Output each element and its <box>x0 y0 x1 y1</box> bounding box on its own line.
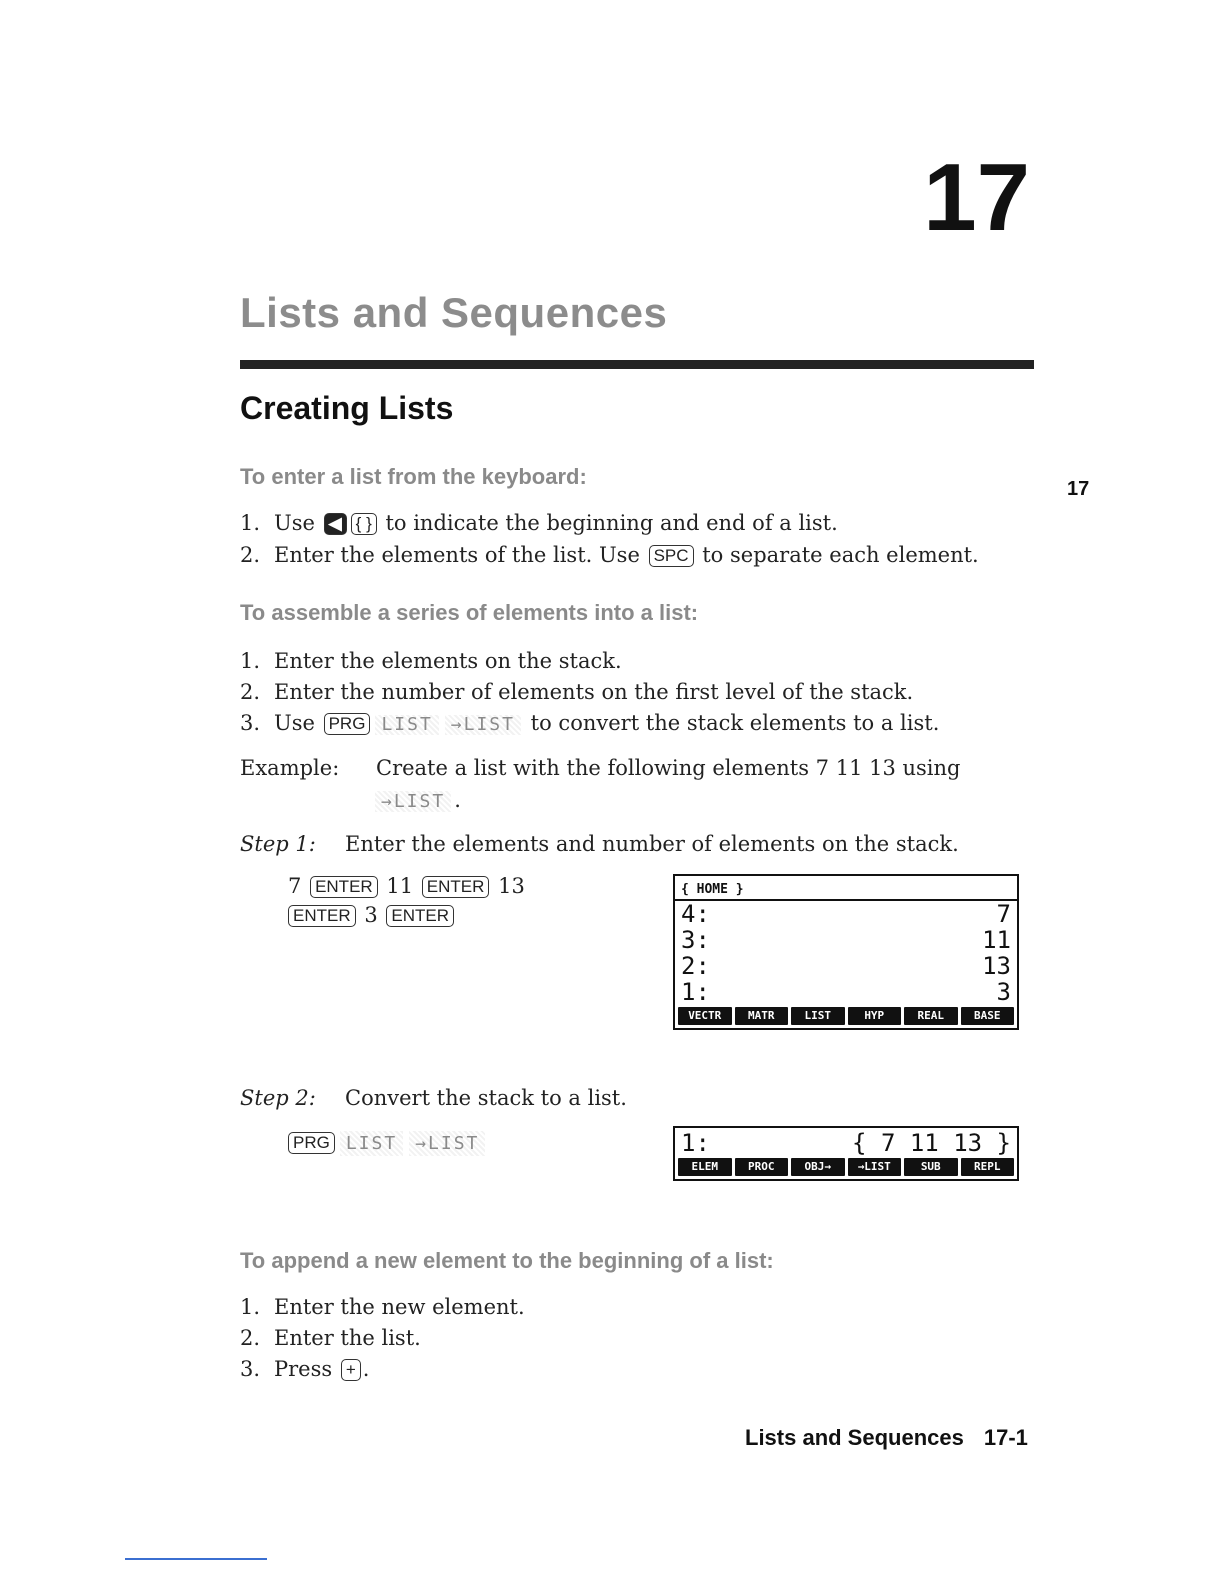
enter-list-step-2 <box>240 544 979 567</box>
step-number: 3. <box>240 711 261 735</box>
running-footer <box>745 1425 1028 1451</box>
menu-key-to-list: →LIST <box>445 715 521 735</box>
chapter-title: Lists and Sequences <box>240 289 668 336</box>
menu-key-to-list: →LIST <box>409 1131 485 1156</box>
append-step-1 <box>240 1296 525 1319</box>
braces-key: { } <box>351 513 377 535</box>
step-number: 1. <box>240 511 261 535</box>
assemble-step-1 <box>240 650 622 673</box>
step-1-label: Step 1: <box>240 832 316 856</box>
assemble-step-2 <box>240 681 913 704</box>
keyseq-value: 7 <box>288 874 302 898</box>
footer-title: Lists and Sequences <box>745 1425 964 1450</box>
step-text: Enter the elements on the stack. <box>274 649 622 673</box>
softkey-sub: SUB <box>904 1158 958 1176</box>
screen-header: { HOME } <box>675 876 1017 901</box>
stack-value: 11 <box>982 926 1011 954</box>
step-number: 1. <box>240 649 261 673</box>
step-number: 2. <box>240 543 261 567</box>
menu-key-list: LIST <box>375 715 438 735</box>
step-text: Use <box>274 511 315 535</box>
softkey-bar <box>675 1005 1017 1028</box>
stack-value: { 7 11 13 } <box>852 1129 1011 1157</box>
step-text: to separate each element. <box>702 543 979 567</box>
step-1-key-sequence <box>288 872 525 931</box>
enter-key: ENTER <box>422 876 490 898</box>
example-end: . <box>454 788 461 812</box>
menu-key-list: LIST <box>340 1131 403 1156</box>
step-number: 1. <box>240 1295 261 1319</box>
spc-key: SPC <box>649 545 694 567</box>
assemble-step-3 <box>240 712 939 735</box>
step-text: Enter the list. <box>274 1326 421 1350</box>
stack-row <box>675 953 1017 979</box>
enter-list-step-1 <box>240 512 838 535</box>
step-text: Enter the new element. <box>274 1295 525 1319</box>
example-label: Example: <box>240 756 340 780</box>
section-title: Creating Lists <box>240 390 454 426</box>
subheading-append: To append a new element to the beginning of a list: <box>240 1248 774 1273</box>
stack-level: 1: <box>681 978 710 1006</box>
softkey-matr: MATR <box>735 1007 789 1025</box>
step-1-description: Enter the elements and number of elements on the stack. <box>345 832 959 856</box>
step-number: 3. <box>240 1357 261 1381</box>
stack-level: 4: <box>681 900 710 928</box>
example-menu-key <box>372 788 461 812</box>
left-shift-key: ◀ <box>324 513 347 535</box>
stack-row <box>675 979 1017 1005</box>
keyseq-value: 11 <box>386 874 414 898</box>
calculator-screen-2 <box>673 1126 1019 1181</box>
stack-value: 3 <box>996 978 1011 1006</box>
subheading-assemble: To assemble a series of elements into a list: <box>240 600 699 625</box>
thumb-tab: 17 <box>1067 478 1090 500</box>
softkey-vectr: VECTR <box>678 1007 732 1025</box>
step-text: to convert the stack elements to a list. <box>530 711 940 735</box>
stack-row <box>675 1128 1017 1156</box>
keyseq-value: 3 <box>364 903 378 928</box>
page-number: 17-1 <box>983 1425 1028 1450</box>
stack-value: 13 <box>982 952 1011 980</box>
example-text: Create a list with the following elements 7 11 13 using <box>376 756 961 780</box>
step-text: Enter the number of elements on the first level of the stack. <box>274 680 914 704</box>
softkey-to-list: →LIST <box>848 1158 902 1176</box>
softkey-hyp: HYP <box>848 1007 902 1025</box>
step-2-key-sequence <box>288 1128 488 1157</box>
step-text: Press <box>274 1357 333 1381</box>
softkey-elem: ELEM <box>678 1158 732 1176</box>
stack-level: 3: <box>681 926 710 954</box>
stack-value: 7 <box>996 900 1011 928</box>
enter-key: ENTER <box>386 905 454 927</box>
step-2-description: Convert the stack to a list. <box>345 1086 627 1110</box>
keyseq-value: 13 <box>498 874 525 898</box>
scan-edge-line <box>125 1558 267 1560</box>
step-text: Enter the elements of the list. Use <box>274 543 640 567</box>
stack-level: 1: <box>681 1129 710 1157</box>
calculator-screen-1 <box>673 874 1019 1030</box>
plus-key: + <box>341 1359 361 1381</box>
softkey-repl: REPL <box>961 1158 1015 1176</box>
prg-key: PRG <box>324 713 371 735</box>
softkey-list: LIST <box>791 1007 845 1025</box>
stack-row <box>675 927 1017 953</box>
subheading-enter-list: To enter a list from the keyboard: <box>240 464 587 489</box>
prg-key: PRG <box>288 1132 335 1154</box>
step-2-label: Step 2: <box>240 1086 316 1110</box>
stack-level: 2: <box>681 952 710 980</box>
softkey-proc: PROC <box>735 1158 789 1176</box>
softkey-real: REAL <box>904 1007 958 1025</box>
softkey-bar <box>675 1156 1017 1179</box>
step-number: 2. <box>240 1326 261 1350</box>
step-text: to indicate the beginning and end of a list. <box>385 511 838 535</box>
enter-key: ENTER <box>288 905 356 927</box>
menu-key-to-list: →LIST <box>375 791 451 812</box>
step-text: Use <box>274 711 315 735</box>
softkey-obj: OBJ→ <box>791 1158 845 1176</box>
append-step-2 <box>240 1327 421 1350</box>
step-text: . <box>362 1357 370 1381</box>
step-number: 2. <box>240 680 261 704</box>
stack-row <box>675 901 1017 927</box>
enter-key: ENTER <box>310 876 378 898</box>
chapter-number: 17 <box>923 144 1030 251</box>
softkey-base: BASE <box>961 1007 1015 1025</box>
append-step-3 <box>240 1358 369 1381</box>
title-rule <box>240 360 1034 369</box>
